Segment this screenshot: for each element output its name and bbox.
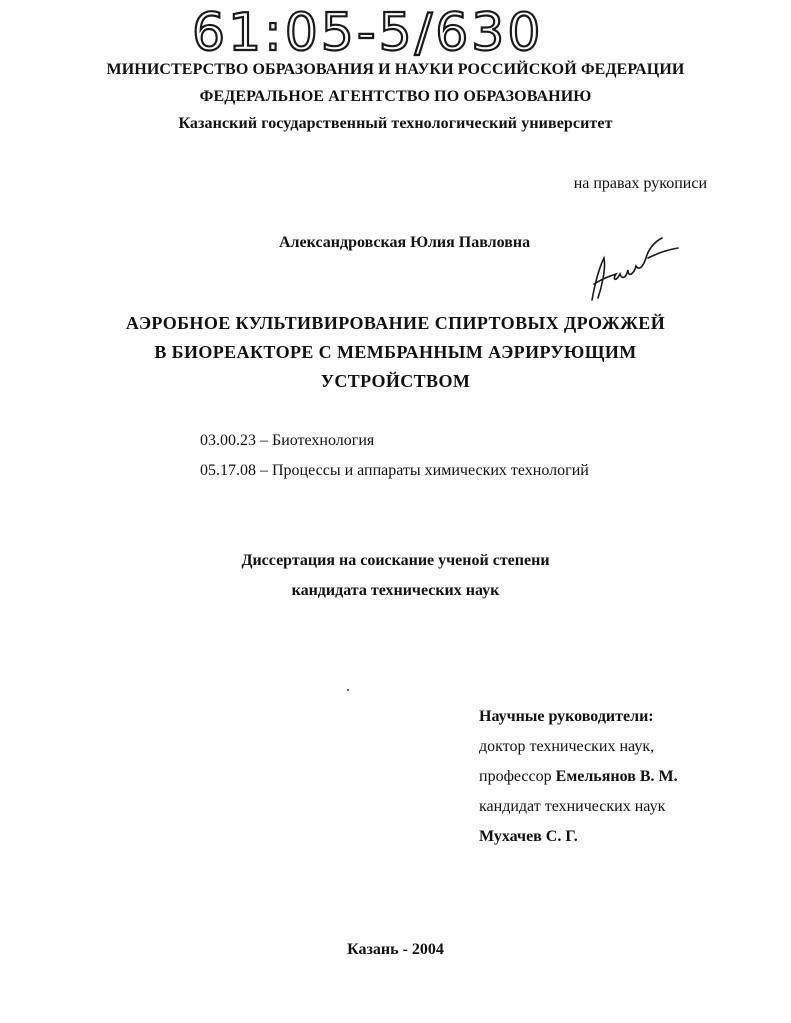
supervisor-1-name-line — [479, 762, 678, 792]
supervisor-2-degree: кандидат технических наук — [479, 798, 666, 815]
supervisor-1-degree: доктор технических наук, — [479, 738, 655, 755]
specialty-1: 03.00.23 – Биотехнология — [200, 432, 375, 449]
title-line-3: УСТРОЙСТВОМ — [320, 371, 471, 391]
handwritten-archive-number — [188, 0, 608, 60]
archive-number-text: 61:05-5/630 — [192, 3, 544, 60]
supervisors-block — [479, 702, 678, 852]
title-line-2: В БИОРЕАКТОРЕ С МЕМБРАННЫМ АЭРИРУЮЩИМ — [154, 342, 637, 362]
signature-icon — [582, 228, 682, 308]
dissertation-line-2: кандидата технических наук — [291, 582, 500, 599]
city-year-footer: Казань - 2004 — [347, 941, 444, 958]
supervisors-heading: Научные руководители: — [479, 708, 654, 725]
supervisor-1-title: профессор — [479, 768, 556, 785]
supervisor-1-name: Емельянов В. М. — [555, 768, 678, 785]
speck — [347, 689, 349, 691]
title-line-1: АЭРОБНОЕ КУЛЬТИВИРОВАНИЕ СПИРТОВЫХ ДРОЖЖЕЙ — [125, 313, 666, 333]
specialty-2: 05.17.08 – Процессы и аппараты химических технологий — [200, 462, 589, 479]
agency-header: ФЕДЕРАЛЬНОЕ АГЕНТСТВО ПО ОБРАЗОВАНИЮ — [199, 88, 592, 105]
manuscript-note: на правах рукописи — [573, 175, 707, 192]
university-header: Казанский государственный технологический университет — [178, 115, 613, 132]
supervisor-2-name: Мухачев С. Г. — [479, 828, 578, 845]
dissertation-line-1: Диссертация на соискание ученой степени — [241, 552, 550, 569]
author-name: Александровская Юлия Павловна — [279, 234, 531, 251]
ministry-header: МИНИСТЕРСТВО ОБРАЗОВАНИЯ И НАУКИ РОССИЙСКОЙ ФЕДЕРАЦИИ — [106, 61, 685, 78]
